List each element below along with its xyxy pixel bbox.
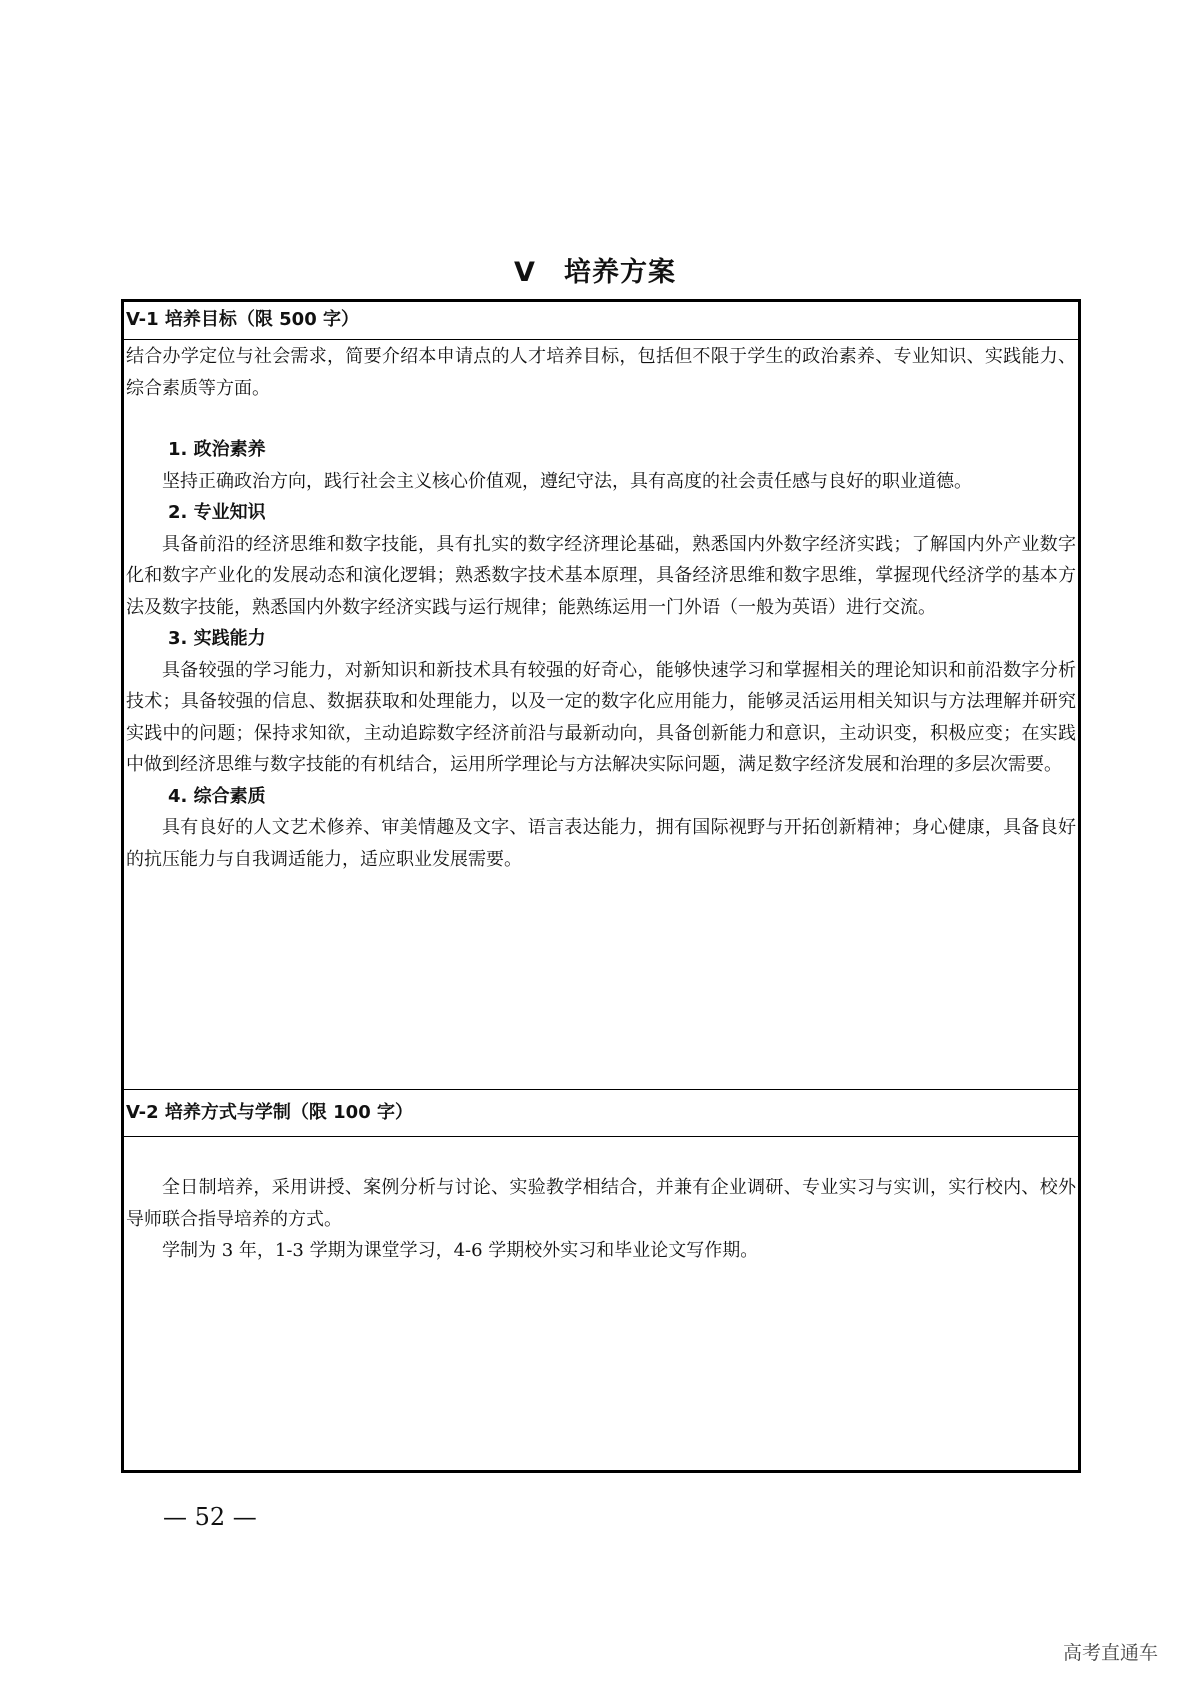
item-text-comprehensive: 具有良好的人文艺术修养、审美情趣及文字、语言表达能力，拥有国际视野与开拓创新精神；身心健康，具备良好的抗压能力与自我调适能力，适应职业发展需要。 xyxy=(126,817,1076,870)
v2-paragraph-mode: 全日制培养，采用讲授、案例分析与讨论、实验教学相结合，并兼有企业调研、专业实习与实训，实行校内、校外导师联合指导培养的方式。 xyxy=(126,1177,1076,1230)
item-text-political: 坚持正确政治方向，践行社会主义核心价值观，遵纪守法，具有高度的社会责任感与良好的职业道德。 xyxy=(162,470,972,492)
training-plan-table xyxy=(121,299,1081,1473)
item-text-practice: 具备较强的学习能力，对新知识和新技术具有较强的好奇心，能够快速学习和掌握相关的理论知识和前沿数字分析技术；具备较强的信息、数据获取和处理能力，以及一定的数字化应用能力，能够灵活运用相关知识与方法理解并研究实践中的问题；保持求知欲，主动追踪数字经济前沿与最新动向，具备创新能力和意识，主动识变，积极应变；在实践中做到经济思维与数字技能的有机结合，运用所学理论与方法解决实际问题，满足数字经济发展和治理的多层次需要。 xyxy=(126,659,1076,775)
page-number: — 52 — xyxy=(163,1503,257,1531)
item-heading-practice: 3. 实践能力 xyxy=(168,628,266,649)
item-heading-political: 1. 政治素养 xyxy=(168,439,266,460)
v1-header: V-1 培养目标（限 500 字） xyxy=(124,302,1078,340)
section-title: V 培养方案 xyxy=(514,257,676,288)
v2-paragraph-duration: 学制为 3 年，1-3 学期为课堂学习，4-6 学期校外实习和毕业论文写作期。 xyxy=(162,1240,759,1261)
v1-intro: 结合办学定位与社会需求，简要介绍本申请点的人才培养目标，包括但不限于学生的政治素养、专业知识、实践能力、综合素质等方面。 xyxy=(126,346,1076,399)
spacer xyxy=(126,404,1076,434)
item-heading-knowledge: 2. 专业知识 xyxy=(168,502,266,523)
v2-content xyxy=(126,1172,1076,1267)
watermark: 高考直通车 xyxy=(1062,1642,1158,1664)
item-text-knowledge: 具备前沿的经济思维和数字技能，具有扎实的数字经济理论基础，熟悉国内外数字经济实践；了解国内外产业数字化和数字产业化的发展动态和演化逻辑；熟悉数字技术基本原理，具备经济思维和数字思维，掌握现代经济学的基本方法及数字技能，熟悉国内外数字经济实践与运行规律；能熟练运用一门外语（一般为英语）进行交流。 xyxy=(126,533,1076,618)
v1-content xyxy=(126,341,1076,875)
v2-header: V-2 培养方式与学制（限 100 字） xyxy=(124,1089,1078,1137)
item-heading-comprehensive: 4. 综合素质 xyxy=(168,785,266,807)
